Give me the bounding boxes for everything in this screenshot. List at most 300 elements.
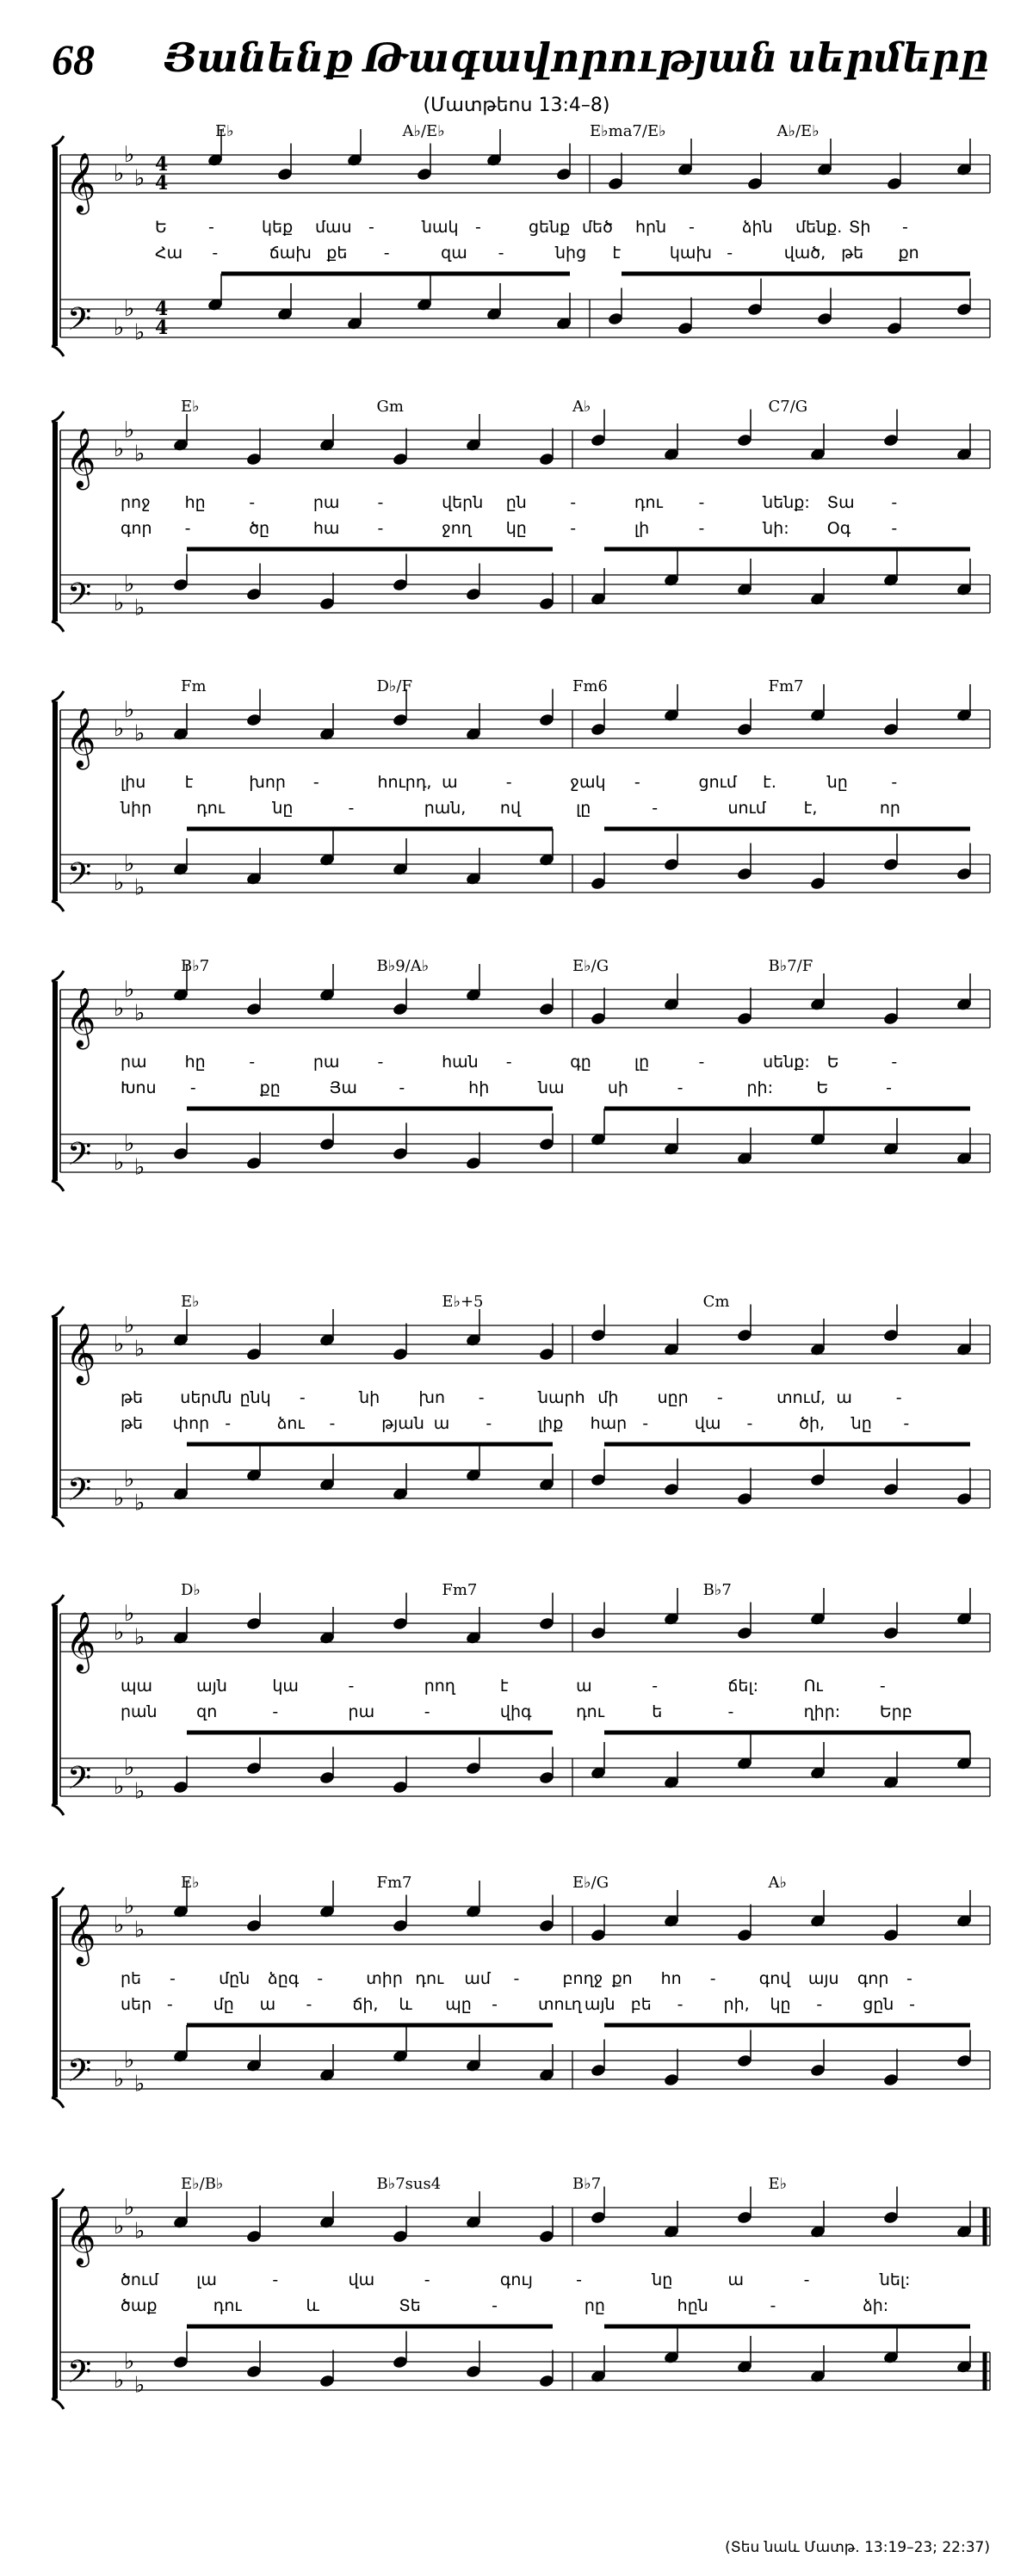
chord-symbol: E♭ <box>181 1293 200 1311</box>
lyric-syllable: ըն <box>505 493 527 512</box>
lyric-syllable: - <box>906 1969 912 1988</box>
lyric-syllable: նը <box>272 799 294 818</box>
lyric-syllable: րող <box>424 1677 455 1696</box>
key-signature-flat: ♭ <box>134 2372 145 2399</box>
key-signature-flat: ♭ <box>114 161 125 187</box>
lyric-syllable: պը <box>445 1995 472 2014</box>
bass-clef: 𝄢 <box>67 1136 92 1180</box>
lyric-syllable: - <box>642 1414 649 1433</box>
time-signature: 4 <box>155 298 169 320</box>
lyric-syllable: վերն <box>442 493 484 512</box>
key-signature-flat: ♭ <box>134 1154 145 1181</box>
lyric-syllable: ջակ <box>570 773 606 792</box>
key-signature-flat: ♭ <box>124 697 135 723</box>
lyric-syllable: դու <box>634 493 663 512</box>
key-signature-flat: ♭ <box>114 436 125 462</box>
lyric-syllable: ա <box>442 773 458 792</box>
lyric-syllable: նենք: <box>763 493 810 512</box>
chord-symbol: E♭ma7/E♭ <box>590 122 666 140</box>
lyric-syllable: րան <box>121 1702 158 1721</box>
key-signature-flat: ♭ <box>134 874 145 901</box>
lyric-syllable: որ <box>879 799 900 818</box>
treble-clef: 𝄞 <box>65 2205 96 2265</box>
bass-clef: 𝄢 <box>67 1472 92 1516</box>
lyric-syllable: րե <box>121 1969 142 1988</box>
lyric-syllable: - <box>716 1388 723 1407</box>
lyric-syllable: - <box>689 218 695 237</box>
lyric-syllable: խո <box>418 1388 446 1407</box>
chord-symbol: E♭+5 <box>442 1293 484 1311</box>
lyric-syllable: նը <box>826 773 848 792</box>
lyric-syllable: - <box>424 1702 430 1721</box>
lyric-syllable: խոր <box>249 773 286 792</box>
key-signature-flat: ♭ <box>114 1331 125 1357</box>
lyric-syllable: հար <box>590 1414 628 1433</box>
lyric-syllable: ա <box>836 1388 852 1407</box>
lyric-syllable: Ու <box>803 1677 823 1696</box>
key-signature-flat: ♭ <box>124 142 135 168</box>
lyric-syllable: նը <box>652 2270 673 2289</box>
lyric-syllable: - <box>498 244 504 263</box>
lyric-syllable: - <box>272 1702 279 1721</box>
lyric-syllable: մենք. <box>795 218 843 237</box>
lyric-syllable: թե <box>121 1414 144 1433</box>
key-signature-flat: ♭ <box>124 571 135 597</box>
chord-symbol: D♭ <box>181 1581 201 1599</box>
key-signature-flat: ♭ <box>134 1778 145 1805</box>
lyric-syllable: ա <box>433 1414 450 1433</box>
lyric-syllable: ա <box>259 1995 276 2014</box>
lyric-syllable: դու <box>415 1969 444 1988</box>
chord-symbol: A♭/E♭ <box>776 122 820 140</box>
lyric-syllable: վիգ <box>499 1702 532 1721</box>
lyric-syllable: րա <box>312 493 340 512</box>
lyric-syllable: այն <box>196 1677 227 1696</box>
lyric-syllable: փոր <box>172 1414 210 1433</box>
lyric-syllable: հուրդ, <box>377 773 432 792</box>
lyric-syllable: - <box>377 519 384 538</box>
treble-clef: 𝄞 <box>65 1611 96 1671</box>
bass-clef: 𝄢 <box>67 1760 92 1804</box>
lyric-syllable: այն <box>584 1995 615 2014</box>
lyric-syllable: - <box>886 1078 893 1097</box>
lyric-syllable: - <box>505 773 512 792</box>
lyric-syllable: նի <box>359 1388 380 1407</box>
lyric-syllable: րա <box>121 1053 147 1072</box>
lyric-syllable: րի: <box>746 1078 773 1097</box>
lyric-syllable: - <box>212 244 219 263</box>
lyric-syllable: քե <box>326 244 348 263</box>
lyric-syllable: նա <box>538 1078 565 1097</box>
lyric-syllable: Ե <box>155 218 167 237</box>
key-signature-flat: ♭ <box>124 296 135 322</box>
lyric-syllable: - <box>368 218 374 237</box>
lyric-syllable: է. <box>763 773 776 792</box>
lyric-syllable: լի <box>634 519 650 538</box>
lyric-syllable: կա <box>272 1677 299 1696</box>
treble-clef: 𝄞 <box>65 987 96 1047</box>
lyric-syllable: Տե <box>399 2296 421 2315</box>
lyric-syllable: կեք <box>262 218 294 237</box>
lyric-syllable: նիր <box>121 799 152 818</box>
lyric-syllable: - <box>895 1388 902 1407</box>
chord-symbol: Fm7 <box>376 1874 412 1892</box>
lyric-syllable: - <box>486 1414 492 1433</box>
lyric-syllable: - <box>891 519 898 538</box>
lyric-syllable: քո <box>898 244 919 263</box>
lyric-syllable: ճել: <box>727 1677 759 1696</box>
key-signature-flat: ♭ <box>134 1490 145 1517</box>
key-signature-flat: ♭ <box>124 1467 135 1492</box>
lyric-syllable: ցում <box>698 773 737 792</box>
lyric-syllable: զո <box>196 1702 218 1721</box>
lyric-syllable: և <box>399 1995 412 2014</box>
lyric-syllable: - <box>570 493 577 512</box>
lyric-syllable: - <box>902 218 908 237</box>
key-signature-flat: ♭ <box>124 2195 135 2221</box>
chord-symbol: E♭/G <box>572 1874 609 1892</box>
lyric-syllable: դու <box>213 2296 242 2315</box>
lyric-syllable: գոր <box>121 519 152 538</box>
lyric-syllable: թե <box>121 1388 144 1407</box>
lyric-syllable: Երբ <box>879 1702 912 1721</box>
treble-clef: 𝄞 <box>65 1323 96 1383</box>
lyric-syllable: - <box>634 773 640 792</box>
lyric-syllable: - <box>652 799 659 818</box>
key-signature-flat: ♭ <box>114 716 125 742</box>
key-signature-flat: ♭ <box>124 2349 135 2375</box>
lyric-syllable: սում <box>727 799 766 818</box>
lyric-syllable: - <box>803 2270 810 2289</box>
lyric-syllable: նի: <box>763 519 789 538</box>
lyric-syllable: - <box>698 1053 705 1072</box>
lyric-syllable: Խոս <box>121 1078 157 1097</box>
lyric-syllable: - <box>652 1677 659 1696</box>
lyric-syllable: թյան <box>381 1414 424 1433</box>
chord-symbol: A♭ <box>572 398 591 416</box>
lyric-syllable: նել: <box>879 2270 911 2289</box>
key-signature-flat: ♭ <box>114 1486 125 1511</box>
lyric-syllable: Ե <box>816 1078 829 1097</box>
lyric-syllable: հա <box>312 519 340 538</box>
lyric-syllable: րը <box>584 2296 605 2315</box>
lyric-syllable: ա <box>727 2270 744 2289</box>
key-signature-flat: ♭ <box>114 2214 125 2239</box>
key-signature-flat: ♭ <box>114 1620 125 1646</box>
lyric-syllable: - <box>312 773 319 792</box>
lyric-syllable: - <box>272 2270 279 2289</box>
key-signature-flat: ♭ <box>114 870 125 896</box>
lyric-syllable: - <box>770 2296 776 2315</box>
lyric-syllable: - <box>170 1969 176 1988</box>
lyric-syllable: սենք: <box>763 1053 810 1072</box>
lyric-syllable: ա <box>576 1677 592 1696</box>
lyric-syllable: մեծ <box>582 218 613 237</box>
lyric-syllable: րան, <box>424 799 467 818</box>
lyric-syllable: - <box>166 1995 173 2014</box>
lyric-syllable: մը <box>213 1995 234 2014</box>
key-signature-flat: ♭ <box>114 1150 125 1176</box>
lyric-syllable: գոր <box>857 1969 889 1988</box>
lyric-syllable: - <box>570 519 577 538</box>
chord-symbol: Fm6 <box>572 677 609 695</box>
lyric-syllable: - <box>879 1677 886 1696</box>
chord-symbol: B♭7 <box>181 957 210 975</box>
key-signature-flat: ♭ <box>114 315 125 341</box>
chord-symbol: D♭/F <box>376 677 412 695</box>
lyric-syllable: - <box>475 218 481 237</box>
lyric-syllable: ընկ <box>239 1388 271 1407</box>
lyric-syllable: - <box>208 218 214 237</box>
key-signature-flat: ♭ <box>134 1624 145 1651</box>
lyric-syllable: սի <box>607 1078 628 1097</box>
lyric-syllable: - <box>709 1969 716 1988</box>
lyric-syllable: - <box>377 493 384 512</box>
lyric-syllable: ված, <box>783 244 826 263</box>
chord-symbol: Cm <box>702 1293 730 1311</box>
lyric-syllable: գով <box>758 1969 791 1988</box>
chord-symbol: A♭/E♭ <box>402 122 445 140</box>
lyric-syllable: հո <box>660 1969 682 1988</box>
lyric-syllable: րոջ <box>121 493 151 512</box>
key-signature-flat: ♭ <box>124 1893 135 1919</box>
lyric-syllable: վա <box>694 1414 721 1433</box>
bass-clef: 𝄢 <box>67 856 92 900</box>
lyric-syllable: լիք <box>538 1414 564 1433</box>
lyric-syllable: ճի, <box>352 1995 379 2014</box>
lyric-syllable: - <box>377 1053 384 1072</box>
lyric-syllable: նը <box>851 1414 872 1433</box>
lyric-syllable: գույ <box>499 2270 533 2289</box>
lyric-syllable: - <box>677 1078 684 1097</box>
chord-symbol: B♭7 <box>572 2175 602 2193</box>
lyric-syllable: թե <box>841 244 864 263</box>
bass-clef: 𝄢 <box>67 2053 92 2097</box>
chord-symbol: B♭9/A♭ <box>376 957 430 975</box>
bass-clef: 𝄢 <box>67 2354 92 2398</box>
lyric-syllable: - <box>698 493 705 512</box>
footer-reference: (Տես նաև Մատթ. 13:19–23; 22:37) <box>725 2539 990 2556</box>
lyric-syllable: - <box>891 1053 898 1072</box>
lyric-syllable: ձի: <box>863 2296 889 2315</box>
lyric-syllable: - <box>478 1388 485 1407</box>
lyric-syllable: ծաք <box>121 2296 158 2315</box>
chord-symbol: C7/G <box>768 398 808 416</box>
lyric-syllable: Յա <box>329 1078 357 1097</box>
lyric-syllable: հրն <box>635 218 667 237</box>
lyric-syllable: քո <box>611 1969 633 1988</box>
chord-symbol: E♭ <box>768 2175 788 2193</box>
key-signature-flat: ♭ <box>114 1774 125 1800</box>
chord-symbol: E♭/B♭ <box>181 2175 224 2193</box>
chord-symbol: E♭ <box>181 1874 200 1892</box>
lyric-syllable: կը <box>505 519 527 538</box>
lyric-syllable: տում, <box>776 1388 826 1407</box>
song-title: Յանենք Թագավորության սերմերը <box>164 36 989 80</box>
chord-symbol: Fm7 <box>442 1581 478 1599</box>
lyric-syllable: Տա <box>826 493 855 512</box>
lyric-syllable: լիս <box>121 773 146 792</box>
lyric-syllable: - <box>891 493 898 512</box>
key-signature-flat: ♭ <box>124 977 135 1003</box>
lyric-syllable: մի <box>597 1388 619 1407</box>
lyric-syllable: - <box>184 519 191 538</box>
lyric-syllable: ղիր: <box>803 1702 841 1721</box>
key-signature-flat: ♭ <box>134 441 145 467</box>
lyric-syllable: րի, <box>723 1995 750 2014</box>
lyric-syllable: նից <box>555 244 587 263</box>
lyric-syllable: Օգ <box>826 519 851 538</box>
lyric-syllable: ցըն <box>863 1995 894 2014</box>
key-signature-flat: ♭ <box>124 1601 135 1627</box>
lyric-syllable: հի <box>468 1078 490 1097</box>
lyric-syllable: է, <box>803 799 818 818</box>
time-signature: 4 <box>155 153 169 176</box>
lyric-syllable: - <box>492 2296 498 2315</box>
lyric-syllable: - <box>727 244 733 263</box>
lyric-syllable: - <box>249 493 256 512</box>
chord-symbol: Fm7 <box>768 677 804 695</box>
lyric-syllable: - <box>698 519 705 538</box>
lyric-syllable: հան <box>442 1053 479 1072</box>
lyric-syllable: - <box>746 1414 753 1433</box>
key-signature-flat: ♭ <box>134 1917 145 1943</box>
lyric-syllable: տուղ <box>538 1995 582 2014</box>
chord-symbol: A♭ <box>768 1874 787 1892</box>
treble-clef: 𝄞 <box>65 707 96 768</box>
key-signature-flat: ♭ <box>114 1912 125 1938</box>
lyric-syllable: վա <box>348 2270 375 2289</box>
chord-symbol: B♭7 <box>702 1581 732 1599</box>
lyric-syllable: - <box>383 244 390 263</box>
lyric-syllable: լա <box>196 2270 217 2289</box>
lyric-syllable: - <box>399 1078 405 1097</box>
lyric-syllable: - <box>513 1969 520 1988</box>
lyric-syllable: - <box>576 2270 582 2289</box>
bass-clef: 𝄢 <box>67 301 92 345</box>
treble-clef: 𝄞 <box>65 152 96 213</box>
lyric-syllable: է <box>612 244 622 263</box>
lyric-syllable: Տի <box>849 218 871 237</box>
lyric-syllable: քը <box>259 1078 281 1097</box>
lyric-syllable: - <box>329 1414 336 1433</box>
lyric-syllable: Ե <box>826 1053 839 1072</box>
key-signature-flat: ♭ <box>134 1000 145 1027</box>
key-signature-flat: ♭ <box>114 2368 125 2394</box>
lyric-syllable: հը <box>184 1053 206 1072</box>
chord-symbol: Gm <box>376 398 404 416</box>
lyric-syllable: - <box>317 1969 324 1988</box>
key-signature-flat: ♭ <box>134 165 145 192</box>
lyric-syllable: - <box>727 1702 734 1721</box>
lyric-syllable: - <box>249 1053 256 1072</box>
lyric-syllable: - <box>903 1414 910 1433</box>
song-number: 68 <box>52 35 95 83</box>
key-signature-flat: ♭ <box>134 720 145 747</box>
chord-symbol: E♭ <box>215 122 234 140</box>
lyric-syllable: նարհ <box>538 1388 585 1407</box>
lyric-syllable: - <box>306 1995 312 2014</box>
lyric-syllable: - <box>891 773 898 792</box>
lyric-syllable: - <box>816 1995 823 2014</box>
lyric-syllable: նակ <box>422 218 459 237</box>
lyric-syllable: սըր <box>657 1388 689 1407</box>
key-signature-flat: ♭ <box>114 996 125 1022</box>
lyric-syllable: - <box>299 1388 306 1407</box>
lyric-syllable: լը <box>576 799 591 818</box>
lyric-syllable: ծը <box>249 519 270 538</box>
scripture-reference: (Մատթեոս 13:4–8) <box>423 95 610 116</box>
key-signature-flat: ♭ <box>134 319 145 346</box>
lyric-syllable: Հա <box>155 244 183 263</box>
lyric-syllable: - <box>348 1677 355 1696</box>
lyric-syllable: - <box>225 1414 232 1433</box>
lyric-syllable: կը <box>770 1995 791 2014</box>
key-signature-flat: ♭ <box>124 851 135 877</box>
lyric-syllable: մաս <box>315 218 352 237</box>
lyric-syllable: րա <box>312 1053 340 1072</box>
lyric-syllable: այս <box>807 1969 839 1988</box>
chord-symbol: B♭7/F <box>768 957 813 975</box>
chord-symbol: E♭/G <box>572 957 609 975</box>
lyric-syllable: է <box>499 1677 509 1696</box>
lyric-syllable: - <box>424 2270 430 2289</box>
lyric-syllable: ձին <box>742 218 773 237</box>
lyric-syllable: ջող <box>442 519 472 538</box>
lyric-syllable: լը <box>634 1053 650 1072</box>
key-signature-flat: ♭ <box>134 2071 145 2097</box>
lyric-syllable: րա <box>348 1702 375 1721</box>
key-signature-flat: ♭ <box>124 1131 135 1157</box>
treble-clef: 𝄞 <box>65 1904 96 1964</box>
lyric-syllable: ձըգ <box>268 1969 300 1988</box>
lyric-syllable: սեր <box>121 1995 152 2014</box>
treble-clef: 𝄞 <box>65 428 96 488</box>
lyric-syllable: է <box>184 773 194 792</box>
chord-symbol: B♭7sus4 <box>376 2175 442 2193</box>
key-signature-flat: ♭ <box>114 590 125 616</box>
lyric-syllable: բե <box>630 1995 652 2014</box>
key-signature-flat: ♭ <box>124 1755 135 1781</box>
lyric-syllable: պա <box>121 1677 153 1696</box>
lyric-syllable: զա <box>441 244 467 263</box>
key-signature-flat: ♭ <box>134 2218 145 2245</box>
lyric-syllable: բողջ <box>562 1969 603 1988</box>
lyric-syllable: և <box>306 2296 319 2315</box>
key-signature-flat: ♭ <box>134 1336 145 1362</box>
lyric-syllable: տիր <box>366 1969 403 1988</box>
time-signature: 4 <box>155 317 169 339</box>
lyric-syllable: ով <box>499 799 522 818</box>
lyric-syllable: ճախ <box>269 244 312 263</box>
key-signature-flat: ♭ <box>124 1313 135 1338</box>
bass-clef: 𝄢 <box>67 577 92 621</box>
lyric-syllable: ե <box>652 1702 663 1721</box>
lyric-syllable: ծի, <box>799 1414 826 1433</box>
key-signature-flat: ♭ <box>134 595 145 621</box>
lyric-syllable: - <box>492 1995 498 2014</box>
key-signature-flat: ♭ <box>114 2066 125 2092</box>
lyric-syllable: ձու <box>276 1414 305 1433</box>
key-signature-flat: ♭ <box>124 2048 135 2073</box>
lyric-syllable: հը <box>184 493 206 512</box>
lyric-syllable: - <box>189 1078 196 1097</box>
lyric-syllable: ծում <box>121 2270 159 2289</box>
key-signature-flat: ♭ <box>124 417 135 443</box>
lyric-syllable: սերմն <box>180 1388 232 1407</box>
lyric-syllable: դու <box>196 799 226 818</box>
time-signature: 4 <box>155 172 169 195</box>
